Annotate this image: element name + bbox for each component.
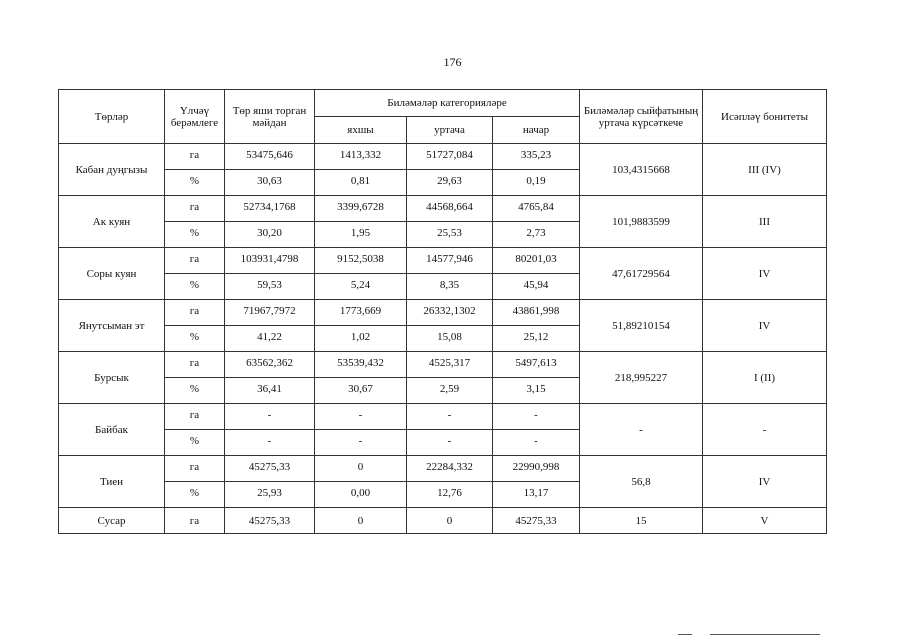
header-unit: Үлчәү берәмлеге: [165, 90, 225, 144]
quality-cell: 103,4315668: [580, 144, 703, 196]
unit-cell: %: [165, 222, 225, 248]
header-species: Төрләр: [59, 90, 165, 144]
average-cell: 14577,946: [407, 248, 493, 274]
header-land-categories: Биләмәләр категорияләре: [315, 90, 580, 117]
table-row: [59, 352, 827, 378]
quality-cell: 56,8: [580, 456, 703, 508]
good-cell: 0: [315, 456, 407, 482]
bonitet-cell: V: [703, 508, 827, 534]
average-cell: -: [407, 430, 493, 456]
average-cell: 26332,1302: [407, 300, 493, 326]
area-cell: 45275,33: [225, 456, 315, 482]
poor-cell: 25,12: [493, 326, 580, 352]
quality-cell: 15: [580, 508, 703, 534]
table-row: [59, 248, 827, 274]
unit-cell: %: [165, 430, 225, 456]
good-cell: -: [315, 430, 407, 456]
average-cell: 44568,664: [407, 196, 493, 222]
unit-cell: га: [165, 456, 225, 482]
area-cell: 41,22: [225, 326, 315, 352]
area-cell: 52734,1768: [225, 196, 315, 222]
species-name: Байбак: [59, 404, 165, 456]
species-name: Тиен: [59, 456, 165, 508]
unit-cell: %: [165, 274, 225, 300]
header-category-poor: начар: [493, 117, 580, 144]
unit-cell: %: [165, 378, 225, 404]
poor-cell: 3,15: [493, 378, 580, 404]
species-name: Сусар: [59, 508, 165, 534]
header-category-average: уртача: [407, 117, 493, 144]
species-name: Бурсык: [59, 352, 165, 404]
poor-cell: 80201,03: [493, 248, 580, 274]
good-cell: 0: [315, 508, 407, 534]
table-row: [59, 404, 827, 430]
area-cell: 30,63: [225, 170, 315, 196]
good-cell: 30,67: [315, 378, 407, 404]
average-cell: 51727,084: [407, 144, 493, 170]
species-name: Ак куян: [59, 196, 165, 248]
average-cell: 0: [407, 508, 493, 534]
header-average-quality: Биләмәләр сыйфатының уртача күрсәткече: [580, 90, 703, 144]
good-cell: 0,00: [315, 482, 407, 508]
good-cell: 9152,5038: [315, 248, 407, 274]
bonitet-cell: IV: [703, 456, 827, 508]
table-row: [59, 300, 827, 326]
average-cell: 2,59: [407, 378, 493, 404]
unit-cell: га: [165, 248, 225, 274]
header-bonitet: Исәпләү бонитеты: [703, 90, 827, 144]
species-name: Кабан дуңгызы: [59, 144, 165, 196]
unit-cell: %: [165, 326, 225, 352]
species-land-table: [58, 89, 827, 534]
quality-cell: 218,995227: [580, 352, 703, 404]
poor-cell: 5497,613: [493, 352, 580, 378]
header-habitat-area: Төр яши торган мәйдан: [225, 90, 315, 144]
area-cell: 25,93: [225, 482, 315, 508]
quality-cell: 47,61729564: [580, 248, 703, 300]
poor-cell: 22990,998: [493, 456, 580, 482]
average-cell: 25,53: [407, 222, 493, 248]
unit-cell: га: [165, 300, 225, 326]
poor-cell: 2,73: [493, 222, 580, 248]
good-cell: -: [315, 404, 407, 430]
good-cell: 0,81: [315, 170, 407, 196]
average-cell: 8,35: [407, 274, 493, 300]
unit-cell: га: [165, 508, 225, 534]
area-cell: 45275,33: [225, 508, 315, 534]
good-cell: 1413,332: [315, 144, 407, 170]
area-cell: 71967,7972: [225, 300, 315, 326]
poor-cell: -: [493, 430, 580, 456]
bonitet-cell: -: [703, 404, 827, 456]
poor-cell: -: [493, 404, 580, 430]
species-name: Соры куян: [59, 248, 165, 300]
area-cell: -: [225, 404, 315, 430]
species-name: Янутсыман эт: [59, 300, 165, 352]
area-cell: 36,41: [225, 378, 315, 404]
table-row: [59, 508, 827, 534]
average-cell: 12,76: [407, 482, 493, 508]
bonitet-cell: IV: [703, 300, 827, 352]
area-cell: 103931,4798: [225, 248, 315, 274]
unit-cell: га: [165, 196, 225, 222]
poor-cell: 0,19: [493, 170, 580, 196]
header-category-good: яхшы: [315, 117, 407, 144]
poor-cell: 45275,33: [493, 508, 580, 534]
good-cell: 3399,6728: [315, 196, 407, 222]
scan-artifact-line: [710, 634, 820, 635]
average-cell: 29,63: [407, 170, 493, 196]
area-cell: 53475,646: [225, 144, 315, 170]
unit-cell: %: [165, 170, 225, 196]
quality-cell: -: [580, 404, 703, 456]
poor-cell: 4765,84: [493, 196, 580, 222]
average-cell: -: [407, 404, 493, 430]
unit-cell: га: [165, 404, 225, 430]
unit-cell: га: [165, 352, 225, 378]
good-cell: 1,02: [315, 326, 407, 352]
area-cell: 59,53: [225, 274, 315, 300]
good-cell: 5,24: [315, 274, 407, 300]
average-cell: 15,08: [407, 326, 493, 352]
average-cell: 4525,317: [407, 352, 493, 378]
poor-cell: 13,17: [493, 482, 580, 508]
good-cell: 1773,669: [315, 300, 407, 326]
average-cell: 22284,332: [407, 456, 493, 482]
bonitet-cell: IV: [703, 248, 827, 300]
area-cell: 63562,362: [225, 352, 315, 378]
poor-cell: 335,23: [493, 144, 580, 170]
bonitet-cell: III (IV): [703, 144, 827, 196]
bonitet-cell: I (II): [703, 352, 827, 404]
quality-cell: 51,89210154: [580, 300, 703, 352]
good-cell: 1,95: [315, 222, 407, 248]
poor-cell: 45,94: [493, 274, 580, 300]
area-cell: -: [225, 430, 315, 456]
table-row: [59, 196, 827, 222]
scan-artifact-line: [678, 634, 692, 635]
good-cell: 53539,432: [315, 352, 407, 378]
quality-cell: 101,9883599: [580, 196, 703, 248]
area-cell: 30,20: [225, 222, 315, 248]
poor-cell: 43861,998: [493, 300, 580, 326]
unit-cell: %: [165, 482, 225, 508]
page-number: 176: [443, 55, 462, 69]
table-row: [59, 144, 827, 170]
unit-cell: га: [165, 144, 225, 170]
table-row: [59, 456, 827, 482]
bonitet-cell: III: [703, 196, 827, 248]
